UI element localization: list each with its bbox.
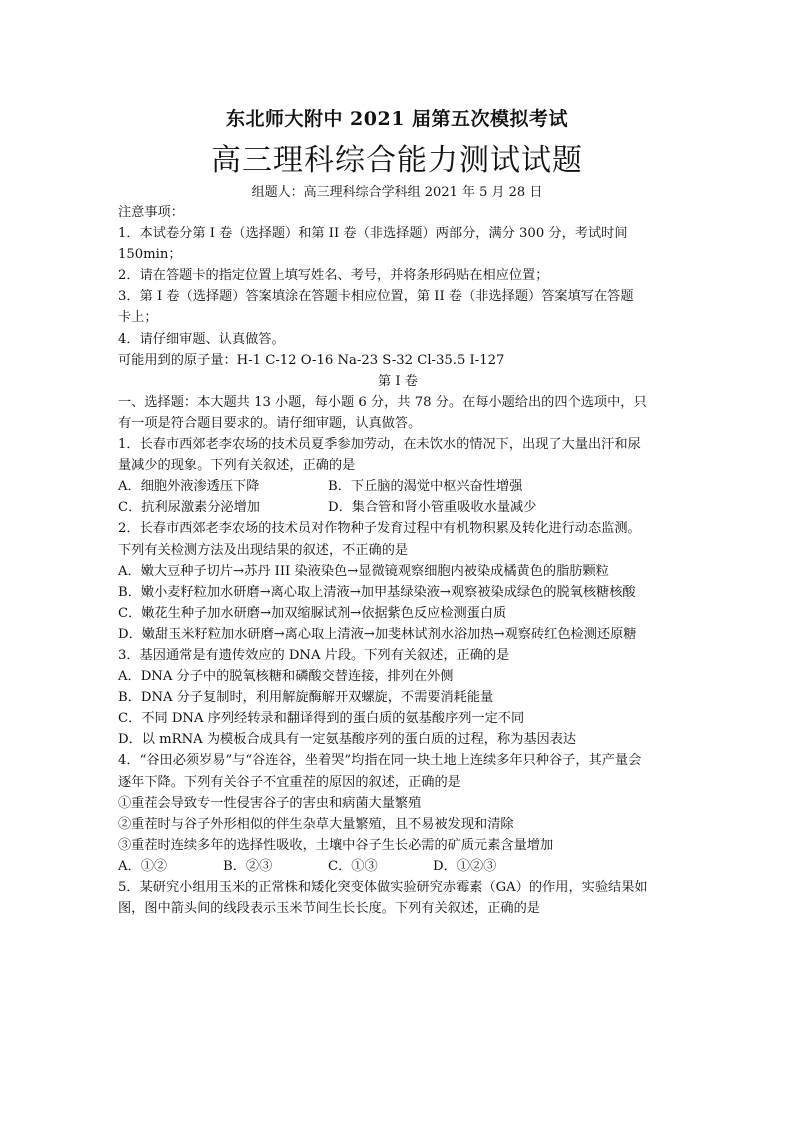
question-4-options-row (118, 856, 678, 877)
option-b: B．②③ (223, 858, 273, 874)
question-2-stem: 2．长春市西郊老李农场的技术员对作物种子发育过程中有机物积累及转化进行动态监测。 (118, 521, 641, 537)
section-intro: 一、选择题：本大题共 13 小题，每小题 6 分，共 78 分。在每小题给出的四个选项中，只 (118, 394, 647, 410)
option-a: A．DNA 分子中的脱氧核糖和磷酸交替连接，排列在外侧 (118, 669, 454, 685)
option-c: C．嫩花生种子加水研磨→加双缩脲试剂→依据紫色反应检测蛋白质 (118, 605, 507, 621)
question-5-stem: 图，图中箭头间的线段表示玉米节间生长长度。下列有关叙述，正确的是 (118, 901, 540, 917)
section-intro: 有一项是符合题目要求的。请仔细审题，认真做答。 (118, 415, 422, 431)
question-1-options-row (118, 476, 678, 497)
option-c: C．①③ (328, 858, 378, 874)
option-b: B．DNA 分子复制时，利用解旋酶解开双螺旋，不需要消耗能量 (118, 690, 494, 706)
option-c: C．抗利尿激素分泌增加 (118, 500, 260, 516)
question-1-options-row (118, 497, 678, 518)
author-line: 组题人：高三理科综合学科组 2021 年 5 月 28 日 (251, 185, 543, 200)
option-a: A．细胞外液渗透压下降 (118, 479, 260, 495)
question-1-stem: 量减少的现象。下列有关叙述，正确的是 (118, 458, 356, 474)
school-title: 东北师大附中 2021 届第五次模拟考试 (225, 108, 569, 130)
option-d: D．①②③ (433, 858, 497, 874)
atomic-masses: 可能用到的原子量：H-1 C-12 O-16 Na-23 S-32 Cl-35.5 I-127 (118, 352, 505, 368)
statement-1: ①重茬会导致专一性侵害谷子的害虫和病菌大量繁殖 (118, 795, 422, 811)
note-item: 3．第 I 卷（选择题）答案填涂在答题卡相应位置，第 II 卷（非选择题）答案填写在答题 (118, 289, 634, 305)
question-1-stem: 1．长春市西郊老李农场的技术员夏季参加劳动，在未饮水的情况下，出现了大量出汗和尿 (118, 437, 641, 453)
option-d: D．集合管和肾小管重吸收水量减少 (328, 500, 537, 516)
note-item: 2．请在答题卡的指定位置上填写姓名、考号，并将条形码贴在相应位置； (118, 268, 549, 284)
option-b: B．下丘脑的渴觉中枢兴奋性增强 (328, 479, 523, 495)
option-d: D．以 mRNA 为模板合成具有一定氨基酸序列的蛋白质的过程，称为基因表达 (118, 732, 577, 748)
question-4-stem: 逐年下降。下列有关谷子不宜重茬的原因的叙述，正确的是 (118, 774, 461, 790)
option-c: C．不同 DNA 序列经转录和翻译得到的蛋白质的氨基酸序列一定不同 (118, 711, 525, 727)
statement-3: ③重茬时连续多年的选择性吸收，土壤中谷子生长必需的矿质元素含量增加 (118, 837, 554, 853)
statement-2: ②重茬时与谷子外形相似的伴生杂草大量繁殖，且不易被发现和清除 (118, 816, 514, 832)
question-3-stem: 3．基因通常是有遗传效应的 DNA 片段。下列有关叙述，正确的是 (118, 647, 510, 663)
option-a: A．嫩大豆种子切片→苏丹 III 染液染色→显微镜观察细胞内被染成橘黄色的脂肪颗粒 (118, 563, 609, 579)
option-b: B．嫩小麦籽粒加水研磨→离心取上清液→加甲基绿染液→观察被染成绿色的脱氧核糖核酸 (118, 584, 636, 600)
option-a: A．①② (118, 858, 168, 874)
question-5-stem: 5．某研究小组用玉米的正常株和矮化突变体做实验研究赤霉素（GA）的作用，实验结果如 (118, 880, 648, 895)
note-item: 150min； (118, 247, 182, 263)
option-d: D．嫩甜玉米籽粒加水研磨→离心取上清液→加斐林试剂水浴加热→观察砖红色检测还原糖 (118, 626, 637, 642)
note-item: 4．请仔细审题、认真做答。 (118, 331, 285, 347)
exam-title: 高三理科综合能力测试试题 (211, 143, 583, 178)
document-body (118, 202, 678, 919)
note-item: 卡上； (118, 310, 158, 326)
question-2-stem: 下列有关检测方法及出现结果的叙述，不正确的是 (118, 542, 409, 558)
section-title: 第 I 卷 (378, 373, 418, 389)
notes-heading: 注意事项： (118, 205, 184, 220)
question-4-stem: 4．“谷田必须岁易”与“谷连谷，坐着哭”均指在同一块土地上连续多年只种谷子，其产量会 (118, 753, 642, 769)
note-item: 1．本试卷分第 I 卷（选择题）和第 II 卷（非选择题）两部分，满分 300 分，考试时间 (118, 226, 628, 242)
